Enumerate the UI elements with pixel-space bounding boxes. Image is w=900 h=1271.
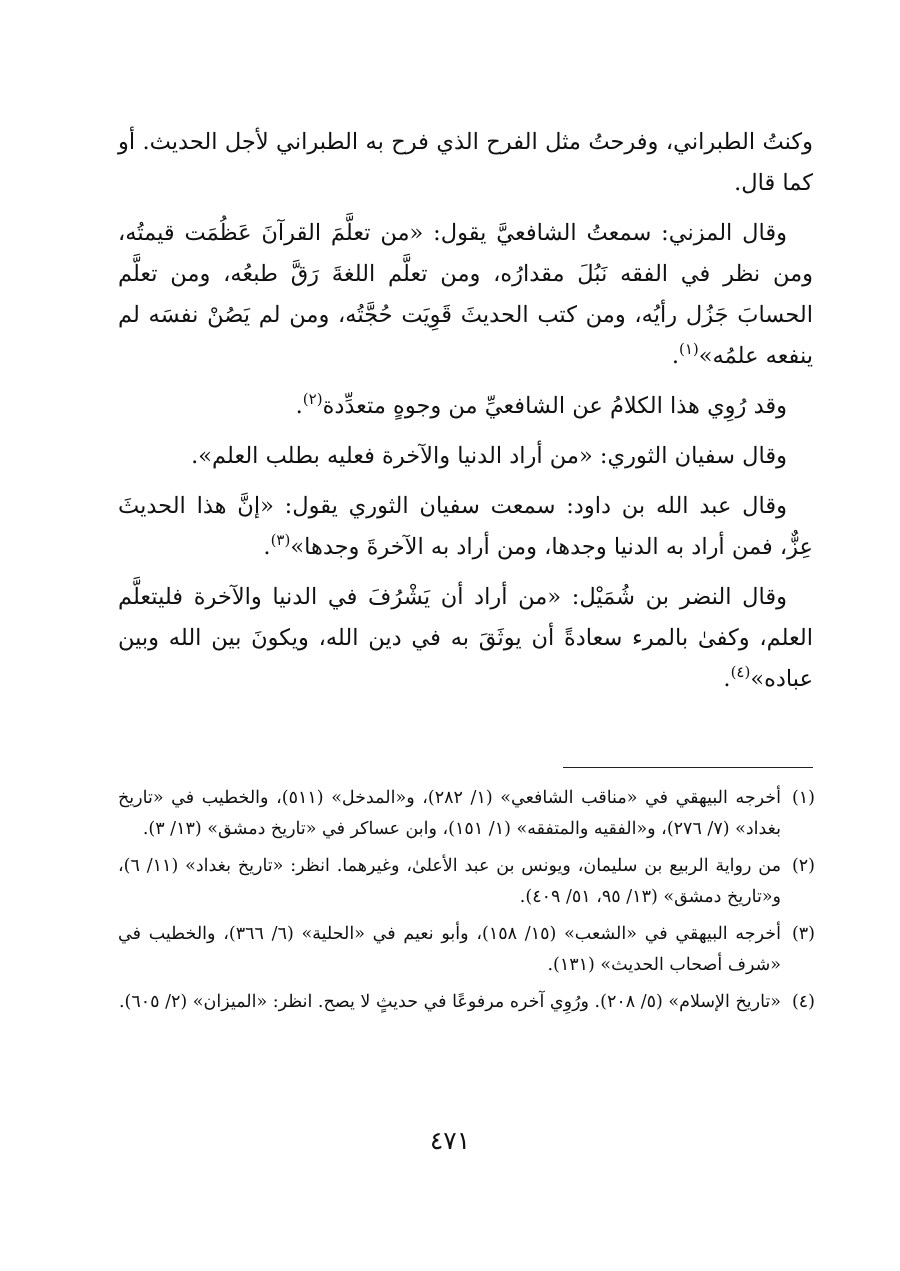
paragraph-5: وقال عبد الله بن داود: سمعت سفيان الثوري يقول: «إنَّ هذا الحديثَ عِزٌّ، فمن أراد به الدنيا وجدها، ومن أراد به الآخرةَ وجدها»$^{(٣)}$. — [118, 493, 813, 560]
main-text — [118, 122, 813, 700]
footnote-text: من رواية الربيع بن سليمان، ويونس بن عبد الأعلىٰ، وغيرهما. انظر: «تاريخ بغداد» (١١/ ٦)، و«تاريخ دمشق» (١٣/ ٩٥، ٥١/ ٤٠٩). — [118, 856, 781, 907]
footnotes — [118, 783, 815, 1024]
footnote-number: (٤) — [791, 992, 815, 1012]
footnote-text: «تاريخ الإسلام» (٥/ ٢٠٨). ورُوِي آخره مرفوعًا في حديثٍ لا يصح. انظر: «الميزان» (٢/ ٦٠٥). — [118, 992, 781, 1012]
footnote-3 — [118, 919, 815, 981]
footnote-separator — [563, 767, 813, 768]
paragraph-3: وقد رُوِي هذا الكلامُ عن الشافعيِّ من وجوهٍ متعدِّدة$^{(٢)}$. — [295, 390, 787, 419]
footnote-ref-4[interactable]: (٤) — [730, 663, 751, 681]
footnote-ref-2[interactable]: (٢) — [302, 390, 323, 408]
footnote-ref-3[interactable]: (٣) — [270, 531, 291, 549]
page-number: ٤٧١ — [429, 1126, 471, 1155]
footnote-text: أخرجه البيهقي في «مناقب الشافعي» (١/ ٢٨٢)، و«المدخل» (٥١١)، والخطيب في «تاريخ بغداد» (٧/ ٢٧٦)، و«الفقيه والمتفقه» (١/ ١٥١)، وابن عساكر في «تاريخ دمشق» (١٣/ ٣). — [118, 788, 781, 839]
footnote-number: (٢) — [791, 856, 815, 876]
paragraph-1: وكنتُ الطبراني، وفرحتُ مثل الفرح الذي فرح به الطبراني لأجل الحديث. أو كما قال. — [118, 129, 813, 196]
footnote-1 — [118, 783, 815, 845]
footnote-2 — [118, 851, 815, 913]
paragraph-6: وقال النضر بن شُمَيْل: «من أراد أن يَشْرُفَ في الدنيا والآخرة فليتعلَّم العلم، وكفىٰ بالمرء سعادةً أن يوثَقَ به في دين الله، ويكونَ بين الله وبين عباده»$^{(٤)}$. — [118, 584, 813, 692]
footnote-number: (١) — [791, 788, 815, 808]
footnote-ref-1[interactable]: (١) — [679, 340, 699, 358]
footnote-4 — [118, 987, 815, 1018]
paragraph-4: وقال سفيان الثوري: «من أراد الدنيا والآخرة فعليه بطلب العلم». — [191, 443, 787, 469]
paragraph-2: وقال المزني: سمعتُ الشافعيَّ يقول: «من تعلَّمَ القرآنَ عَظُمَت قيمتُه، ومن نظر في الفقه نَبُلَ مقدارُه، ومن تعلَّم اللغةَ رَقَّ طبعُه، ومن تعلَّم الحسابَ جَزُل رأيُه، ومن كتب الحديثَ قَوِيَت حُجَّتُه، ومن لم يَصُنْ نفسَه لم ينفعه علمُه»$^{(١)}$. — [118, 220, 813, 369]
footnote-text: أخرجه البيهقي في «الشعب» (١٥/ ١٥٨)، وأبو نعيم في «الحلية» (٦/ ٣٦٦)، والخطيب في «شرف أصحاب الحديث» (١٣١). — [118, 924, 781, 975]
footnote-number: (٣) — [791, 924, 815, 944]
